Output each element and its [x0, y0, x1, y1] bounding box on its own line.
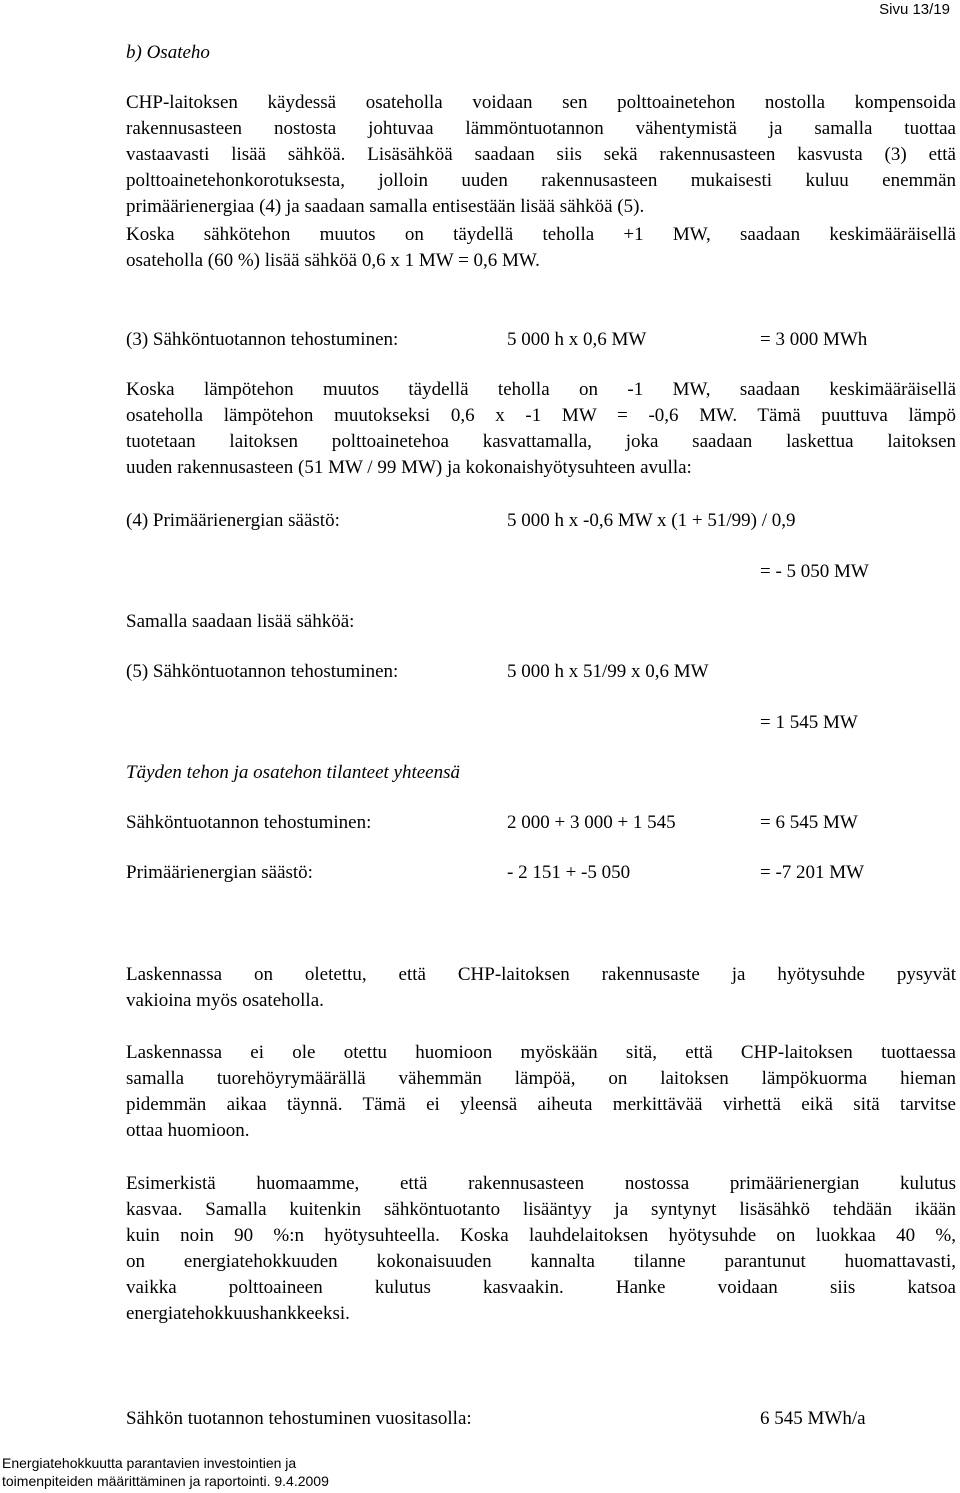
- text-line: Esimerkistä huomaamme, että rakennusasteen nostossa primäärienergian kulutus: [126, 1173, 956, 1194]
- calc4-result: = - 5 050 MW: [760, 561, 869, 582]
- text-line: primäärienergiaa (4) ja saadaan samalla entisestään lisää sähköä (5).: [126, 196, 645, 217]
- paragraph-4: [126, 962, 956, 1014]
- text-line: Laskennassa ei ole otettu huomioon myöskään sitä, että CHP-laitoksen tuottaessa: [126, 1042, 956, 1063]
- summary-heading: Täyden tehon ja osatehon tilanteet yhteensä: [126, 762, 461, 783]
- paragraph-6: [126, 1171, 956, 1327]
- text-line: Koska lämpötehon muutos täydellä teholla on -1 MW, saadaan keskimääräisellä: [126, 379, 956, 400]
- annual-value: 6 545 MWh/a: [760, 1408, 866, 1429]
- calc5-expression: 5 000 h x 51/99 x 0,6 MW: [507, 661, 709, 682]
- sum1-label: Sähköntuotannon tehostuminen:: [126, 812, 372, 833]
- paragraph-5: [126, 1040, 956, 1144]
- calc4-expression: 5 000 h x -0,6 MW x (1 + 51/99) / 0,9: [507, 510, 796, 531]
- text-line: kasvaa. Samalla kuitenkin sähköntuotanto lisääntyy ja syntynyt lisäsähkö tehdään ikään: [126, 1199, 956, 1220]
- text-line: rakennusasteen nostosta johtuvaa lämmöntuotannon vähentymistä ja samalla tuottaa: [126, 118, 956, 139]
- text-line: vakioina myös osateholla.: [126, 990, 324, 1011]
- text-line: Laskennassa on oletettu, että CHP-laitoksen rakennusaste ja hyötysuhde pysyvät: [126, 964, 956, 985]
- calc3-expression: 5 000 h x 0,6 MW: [507, 329, 647, 350]
- footer-line-2: toimenpiteiden määrittäminen ja raportointi. 9.4.2009: [2, 1473, 329, 1489]
- text-line: vastaavasti lisää sähköä. Lisäsähköä saadaan siis sekä rakennusasteen kasvusta (3) että: [126, 144, 956, 165]
- text-line: ottaa huomioon.: [126, 1120, 250, 1141]
- section-heading: b) Osateho: [126, 42, 210, 63]
- sum1-expression: 2 000 + 3 000 + 1 545: [507, 812, 676, 833]
- text-line: osateholla lämpötehon muutokseksi 0,6 x -1 MW = -0,6 MW. Tämä puuttuva lämpö: [126, 405, 956, 426]
- calc3-result: = 3 000 MWh: [760, 329, 868, 350]
- paragraph-3: [126, 377, 956, 481]
- footer-line-1: Energiatehokkuutta parantavien investointien ja: [2, 1455, 297, 1471]
- paragraph-2: [126, 222, 956, 274]
- calc5-result: = 1 545 MW: [760, 712, 858, 733]
- text-line: samalla tuorehöyrymäärällä vähemmän lämpöä, on laitoksen lämpökuorma hieman: [126, 1068, 956, 1089]
- paragraph-1: [126, 90, 956, 220]
- sum2-expression: - 2 151 + -5 050: [507, 862, 631, 883]
- text-line: Koska sähkötehon muutos on täydellä teholla +1 MW, saadaan keskimääräisellä: [126, 224, 956, 245]
- samalla-label: Samalla saadaan lisää sähköä:: [126, 611, 355, 632]
- text-line: uuden rakennusasteen (51 MW / 99 MW) ja kokonaishyötysuhteen avulla:: [126, 457, 692, 478]
- calc5-label: (5) Sähköntuotannon tehostuminen:: [126, 661, 399, 682]
- sum2-result: = -7 201 MW: [760, 862, 865, 883]
- calc4-label: (4) Primäärienergian säästö:: [126, 510, 340, 531]
- page-number: Sivu 13/19: [879, 1, 950, 18]
- sum2-label: Primäärienergian säästö:: [126, 862, 313, 883]
- text-line: tuotetaan laitoksen polttoainetehoa kasvattamalla, joka saadaan laskettua laitoksen: [126, 431, 956, 452]
- text-line: osateholla (60 %) lisää sähköä 0,6 x 1 MW = 0,6 MW.: [126, 250, 540, 271]
- annual-label: Sähkön tuotannon tehostuminen vuositasolla:: [126, 1408, 472, 1429]
- text-line: kuin noin 90 %:n hyötysuhteella. Koska lauhdelaitoksen hyötysuhde on luokkaa 40 %,: [126, 1225, 956, 1246]
- calc3-label: (3) Sähköntuotannon tehostuminen:: [126, 329, 399, 350]
- text-line: polttoainetehonkorotuksesta, jolloin uuden rakennusasteen mukaisesti kuluu enemmän: [126, 170, 956, 191]
- text-line: CHP-laitoksen käydessä osateholla voidaan sen polttoainetehon nostolla kompensoida: [126, 92, 956, 113]
- text-line: vaikka polttoaineen kulutus kasvaakin. Hanke voidaan siis katsoa: [126, 1277, 956, 1298]
- sum1-result: = 6 545 MW: [760, 812, 858, 833]
- text-line: energiatehokkuushankkeeksi.: [126, 1303, 350, 1324]
- text-line: pidemmän aikaa täynnä. Tämä ei yleensä aiheuta merkittävää virhettä eikä sitä tarvitse: [126, 1094, 956, 1115]
- text-line: on energiatehokkuuden kokonaisuuden kannalta tilanne parantunut huomattavasti,: [126, 1251, 956, 1272]
